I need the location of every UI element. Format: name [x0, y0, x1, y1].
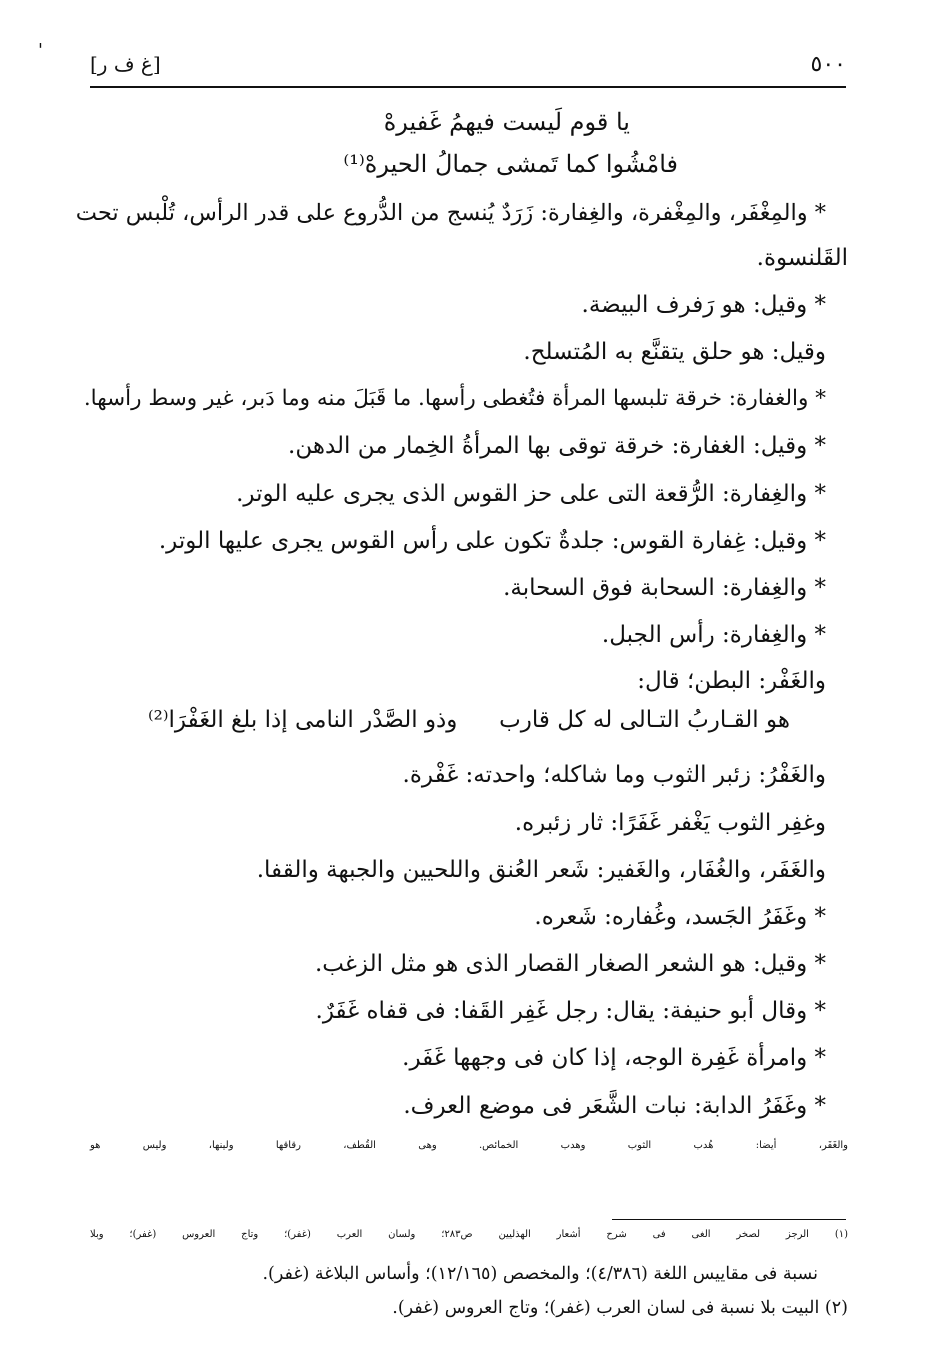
first-hemistich: هو القـاربُ التـالى له كل قارب — [499, 707, 790, 733]
entry-line: وغفِر الثوب يَغْفر غَفَرًا: ثار زئبره. — [514, 810, 826, 836]
entry-line: * وامرأة غَفِرة الوجه، إذا كان فى وجهها غَفَر. — [402, 1045, 826, 1071]
poetry-couplet — [148, 707, 790, 743]
entry-line: * والغفارة: خرقة تلبسها المرأة فتُغطى رأسها. ما قَبَلَ منه وما دَبر، غير وسط رأسها. — [83, 386, 826, 411]
entry-line: * وقيل: هو الشعر الصغار القصار الذى هو مثل الزغب. — [314, 951, 826, 977]
verse-line: فامْشُوا كما تَمشى جمالُ الحيرهْ⁽¹⁾ — [343, 150, 678, 178]
entry-line: * وقيل: هو رَفرف البيضة. — [581, 292, 826, 318]
page-number: ٥٠٠ — [810, 52, 846, 77]
footnote-line: (٢) البيت بلا نسبة فى لسان العرب (غفر)؛ وتاج العروس (غفر). — [392, 1298, 848, 1318]
footnote-line: (١) الرجز لصخر الغى فى شرح أشعار الهذليين ص٢٨٣؛ ولسان العرب (غفر)؛ وتاج العروس (غفر)؛ وبلا — [90, 1229, 848, 1240]
entry-line: * وغَفَرُ الدابة: نبات الشَّعَر فى موضع العرف. — [403, 1093, 826, 1119]
entry-line: * وقال أبو حنيفة: يقال: رجل غَفِر القَفا: فى قفاه غَفَرٌ. — [315, 998, 826, 1024]
root-letters: [غ ف ر] — [90, 52, 161, 76]
entry-line: * وقيل: الغفارة: خرقة توقى بها المرأةُ الخِمار من الدهن. — [288, 433, 826, 459]
entry-line: * وقيل: غِفارة القوس: جلدةٌ تكون على رأس القوس يجرى عليها الوتر. — [158, 528, 826, 554]
header-rule — [90, 86, 846, 88]
stray-mark: ' — [38, 40, 43, 61]
entry-line: القَلنسوة. — [756, 245, 848, 271]
entry-line: * والغِفارة: رأس الجبل. — [601, 622, 826, 648]
entry-line: والغَفْر: البطن؛ قال: — [637, 668, 826, 694]
footnote-line: نسبة فى مقاييس اللغة (٤/٣٨٦)؛ والمخصص (١٢/١٦٥)؛ وأساس البلاغة (غفر). — [262, 1264, 818, 1284]
entry-line: والغَفَر، أيضا: هُدب الثوب وهدب الخمائص. وهى القُطف، رقاقها ولينها، وليس هو — [90, 1140, 848, 1151]
footnote-rule — [612, 1219, 846, 1220]
entry-line: * والغِفارة: السحابة فوق السحابة. — [503, 575, 826, 601]
entry-line: * وغَفَرُ الجَسد، وغُفاره: شَعره. — [534, 904, 826, 930]
second-hemistich: وذو الصَّدْر النامى إذا بلغ الغَفْرَا⁽²⁾ — [148, 707, 458, 733]
entry-line: وقيل: هو حلق يتقنَّع به المُتسلح. — [523, 339, 826, 365]
entry-line: والغَفْرُ: زئبر الثوب وما شاكله؛ واحدته: غَفْرة. — [402, 762, 826, 788]
page-header — [90, 44, 846, 84]
verse-line: يا قوم لَيست فيهمُ غَفيرهْ — [383, 108, 630, 136]
entry-line: * والمِغْفَر، والمِغْفرة، والغِفارة: زَرَدٌ يُنسج من الدُّروع على قدر الرأس، تُلْبس تحت — [75, 200, 826, 226]
entry-line: والغَفَر، والغُفَار، والغَفير: شَعر العُنق واللحيين والجبهة والقفا. — [256, 857, 826, 883]
entry-line: * والغِفارة: الرُّقعة التى على حز القوس الذى يجرى عليه الوتر. — [236, 481, 826, 507]
